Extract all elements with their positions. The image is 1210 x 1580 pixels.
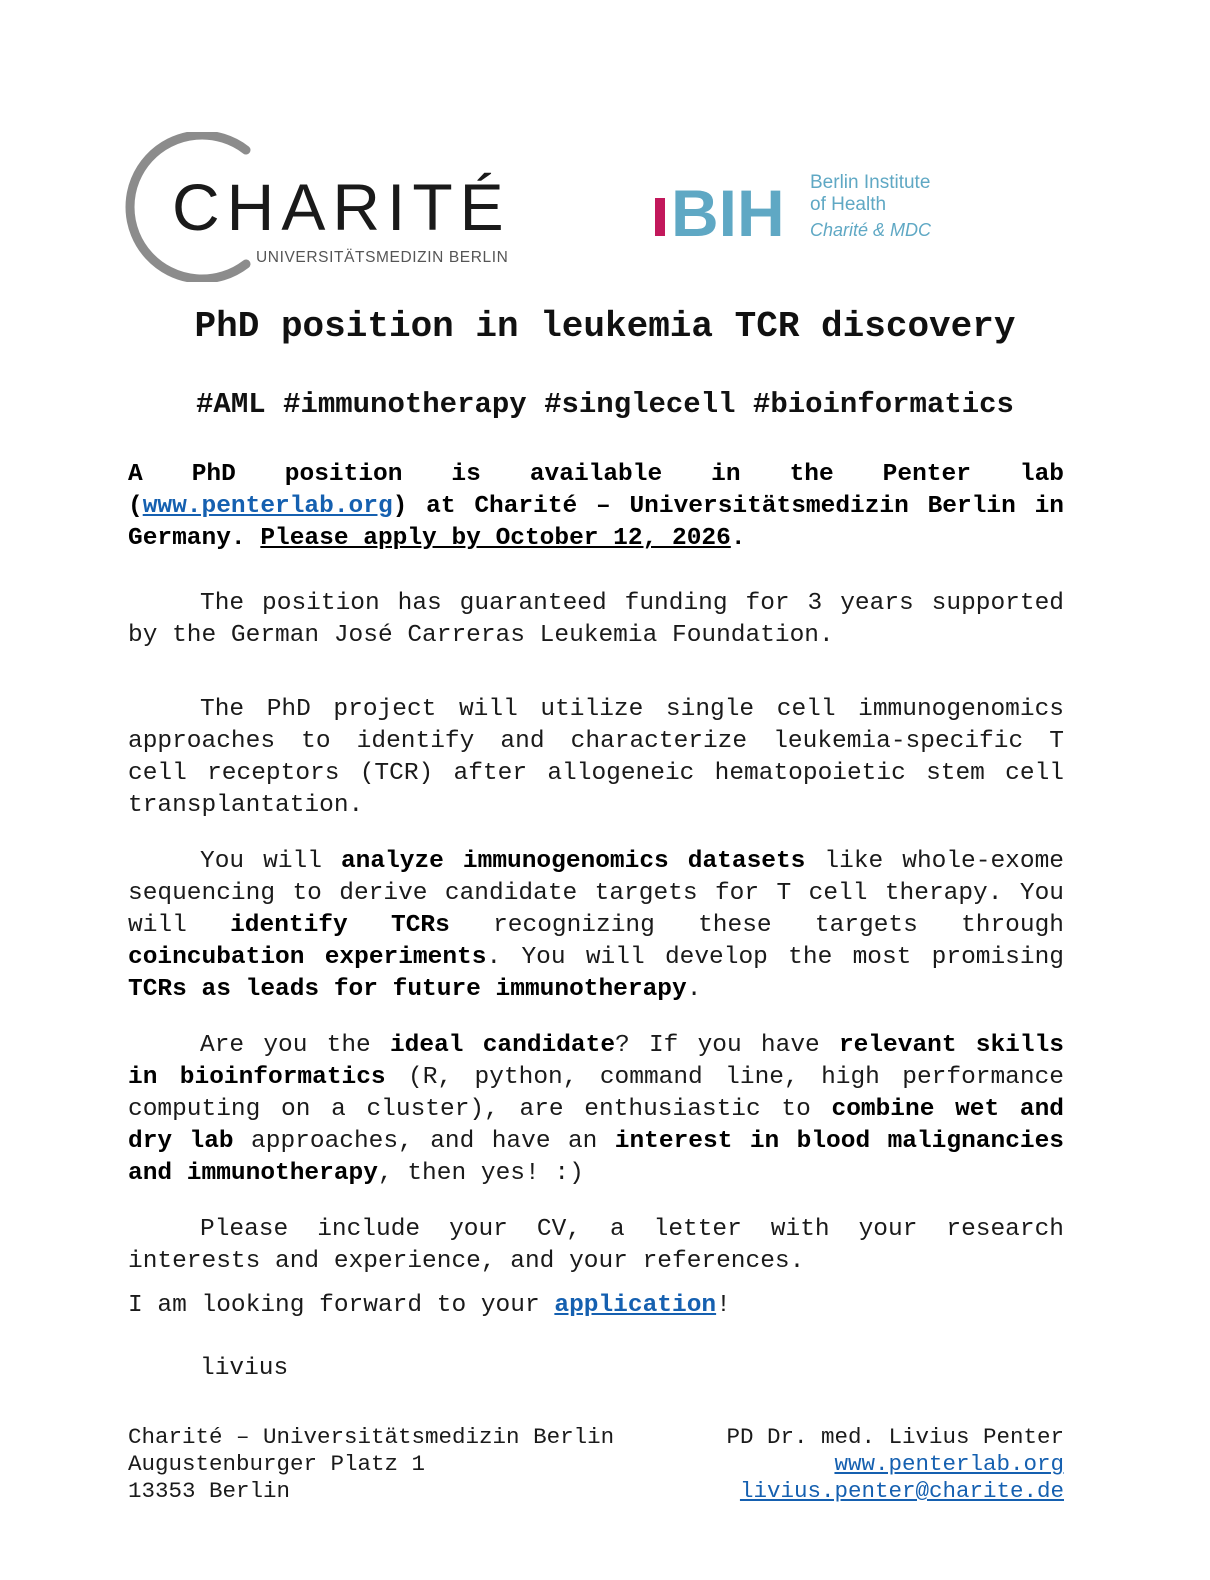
candidate-paragraph: Are you the ideal candidate? If you have relevant skills in bioinformatics (R, python, command line, high performance computing on a cluster), are enthusiastic to combine wet and dry lab approaches, and have an interest in blood malignancies and immunotherapy, then yes! :) (128, 1032, 1065, 1187)
charite-wordmark: CHARITÉ (172, 170, 511, 244)
footer-city: 13353 Berlin (128, 1478, 291, 1504)
closing-line: I am looking forward to your application! (128, 1292, 731, 1319)
bih-accent-bar (655, 198, 665, 236)
project-paragraph: The PhD project will utilize single cell immunogenomics approaches to identify and characterize leukemia-specific T cell receptors (TCR) after allogeneic hematopoietic stem cell transplantation. (128, 696, 1064, 819)
application-link[interactable]: application (554, 1292, 717, 1319)
hashtags: #AML #immunotherapy #singlecell #bioinformatics (196, 388, 1014, 421)
intro-paragraph: A PhD position is available in the Penter lab (www.penterlab.org) at Charité – Universitätsmedizin Berlin in Germany. Please apply by October 12, 2026. (128, 461, 1064, 552)
footer-institution: Charité – Universitätsmedizin Berlin (128, 1424, 615, 1450)
footer-address (128, 1424, 614, 1505)
funding-paragraph: The position has guaranteed funding for 3 years supported by the German José Carreras Leukemia Foundation. (128, 590, 1064, 649)
include-paragraph: Please include your CV, a letter with your research interests and experience, and your references. (128, 1216, 1064, 1275)
bih-line2: of Health (810, 194, 887, 215)
bih-line1: Berlin Institute (810, 172, 931, 193)
bih-mark: BIH (671, 176, 785, 248)
charite-subline: UNIVERSITÄTSMEDIZIN BERLIN (256, 249, 509, 266)
bih-logo (655, 168, 955, 248)
footer-web-link[interactable]: www.penterlab.org (834, 1451, 1064, 1477)
charite-logo (124, 132, 534, 282)
signature: livius (200, 1355, 289, 1382)
deadline: Please apply by October 12, 2026 (260, 525, 731, 552)
footer-email-link[interactable]: livius.penter@charite.de (739, 1478, 1064, 1504)
penterlab-link[interactable]: www.penterlab.org (142, 493, 393, 520)
page-title: PhD position in leukemia TCR discovery (194, 306, 1016, 347)
footer-contact (726, 1424, 1064, 1505)
footer-street: Augustenburger Platz 1 (128, 1451, 426, 1477)
tasks-paragraph: You will analyze immunogenomics datasets like whole-exome sequencing to derive candidate targets for T cell therapy. You will identify TCRs recognizing these targets through coincubation experiments. You will develop the most promising TCRs as leads for future immunotherapy. (128, 848, 1064, 1003)
footer-name: PD Dr. med. Livius Penter (726, 1424, 1064, 1450)
bih-line3: Charité & MDC (810, 220, 932, 240)
